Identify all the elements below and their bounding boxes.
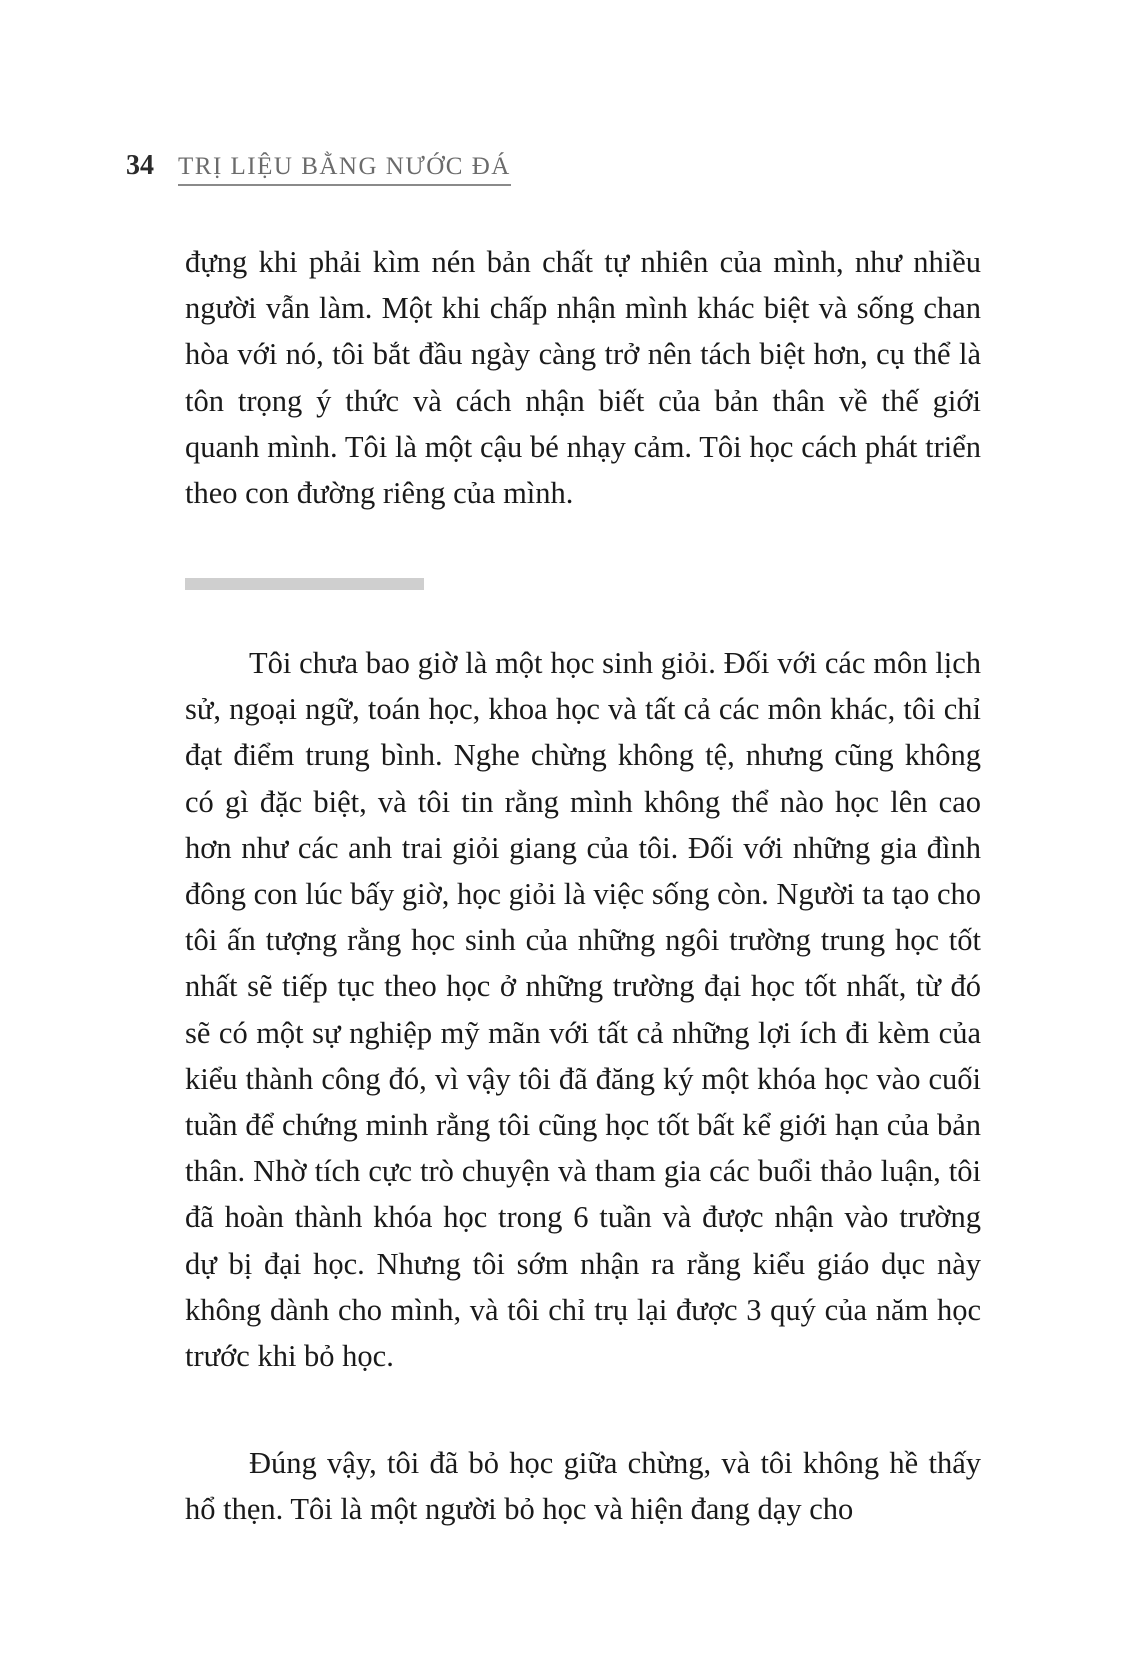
running-title: TRỊ LIỆU BẰNG NƯỚC ĐÁ (178, 153, 511, 186)
page-header (126, 150, 511, 186)
page-number: 34 (126, 150, 154, 181)
section-paragraph (185, 1440, 981, 1532)
paragraph-text: Đúng vậy, tôi đã bỏ học giữa chừng, và tôi không hề thấy hổ thẹn. Tôi là một người bỏ học và hiện đang dạy cho (185, 1446, 981, 1527)
section-divider (185, 578, 424, 590)
section-paragraph (185, 640, 981, 1379)
paragraph-text: Tôi chưa bao giờ là một học sinh giỏi. Đối với các môn lịch sử, ngoại ngữ, toán học, khoa học và tất cả các môn khác, tôi chỉ đạt điểm trung bình. Nghe chừng không tệ, nhưng cũng không có gì đặc biệt, và tôi tin rằng mình không thể nào học lên cao hơn như các anh trai giỏi giang của tôi. Đối với những gia đình đông con lúc bấy giờ, học giỏi là việc sống còn. Người ta tạo cho tôi ấn tượng rằng học sinh của những ngôi trường trung học tốt nhất sẽ tiếp tục theo học ở những trường đại học tốt nhất, từ đó sẽ có một sự nghiệp mỹ mãn với tất cả những lợi ích đi kèm của kiểu thành công đó, vì vậy tôi đã đăng ký một khóa học vào cuối tuần để chứng minh rằng tôi cũng học tốt bất kể giới hạn của bản thân. Nhờ tích cực trò chuyện và tham gia các buổi thảo luận, tôi đã hoàn thành khóa học trong 6 tuần và được nhận vào trường dự bị đại học. Nhưng tôi sớm nhận ra rằng kiểu giáo dục này không dành cho mình, và tôi chỉ trụ lại được 3 quý của năm học trước khi bỏ học. (185, 646, 981, 1374)
paragraph-text: đựng khi phải kìm nén bản chất tự nhiên của mình, như nhiều người vẫn làm. Một khi chấp nhận mình khác biệt và sống chan hòa với nó, tôi bắt đầu ngày càng trở nên tách biệt hơn, cụ thể là tôn trọng ý thức và cách nhận biết của bản thân về thế giới quanh mình. Tôi là một cậu bé nhạy cảm. Tôi học cách phát triển theo con đường riêng của mình. (185, 245, 981, 511)
continued-paragraph (185, 239, 981, 516)
